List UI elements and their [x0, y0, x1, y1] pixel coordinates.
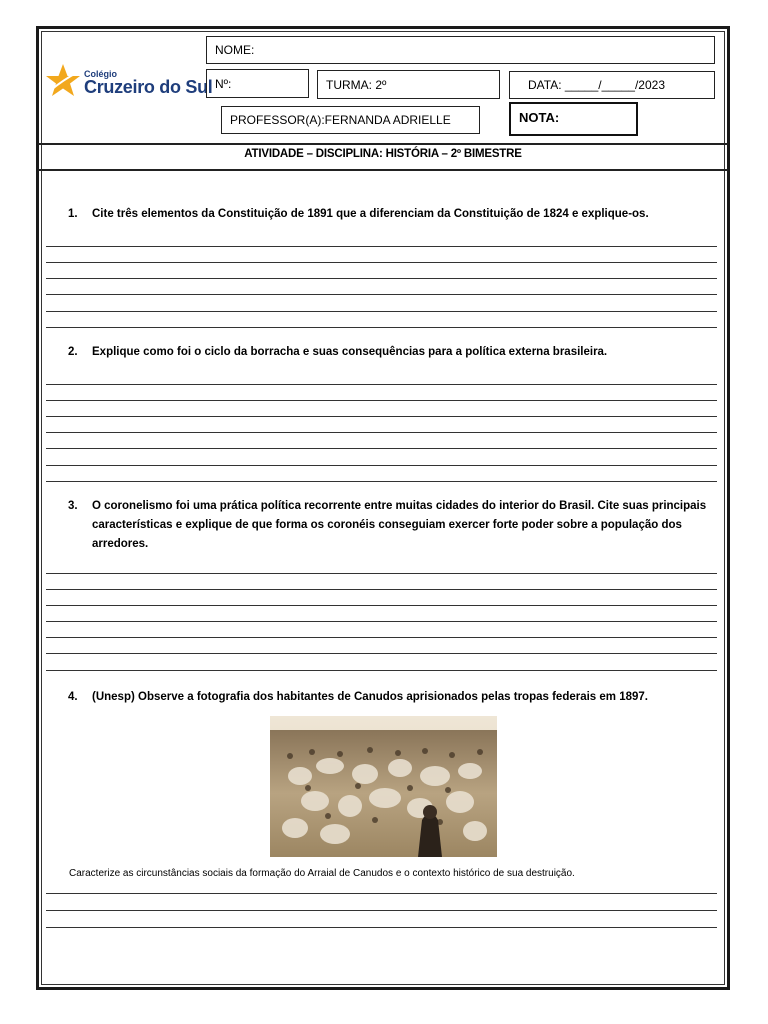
answer-line[interactable]: [46, 481, 717, 482]
logo-name: Cruzeiro do Sul: [84, 77, 213, 97]
answer-line[interactable]: [46, 246, 717, 247]
answer-line[interactable]: [46, 670, 717, 671]
answer-line[interactable]: [46, 910, 717, 911]
question-4-caption: Caracterize as circunstâncias sociais da formação do Arraial de Canudos e o contexto histórico de sua destruição.: [69, 868, 575, 879]
question-1: [68, 205, 708, 224]
answer-line[interactable]: [46, 893, 717, 894]
answer-line[interactable]: [46, 589, 717, 590]
page-title: ATIVIDADE – DISCIPLINA: HISTÓRIA – 2º BIMESTRE: [244, 148, 522, 160]
star-logo-icon: [44, 62, 82, 100]
answer-line[interactable]: [46, 432, 717, 433]
question-text: Cite três elementos da Constituição de 1891 que a diferenciam da Constituição de 1824 e explique-os.: [92, 208, 649, 220]
answer-line[interactable]: [46, 278, 717, 279]
question-number: 2.: [68, 346, 78, 358]
answer-line[interactable]: [46, 448, 717, 449]
question-text: Explique como foi o ciclo da borracha e suas consequências para a política externa brasileira.: [92, 346, 608, 358]
answer-line[interactable]: [46, 294, 717, 295]
data-label: DATA: _____/_____/2023: [528, 78, 665, 92]
question-2: [68, 343, 708, 362]
nota-field[interactable]: [509, 102, 638, 136]
numero-label: Nº:: [215, 76, 232, 91]
nota-label: NOTA:: [519, 110, 560, 125]
title-top-divider: [38, 143, 728, 145]
nome-label: NOME:: [215, 43, 255, 57]
professor-field: [221, 106, 480, 134]
question-text: O coronelismo foi uma prática política recorrente entre muitas cidades do interior do Brasil. Cite suas principais características e explique de que forma os coronéis conseguiam exercer forte poder sobre a população dos arredores.: [92, 500, 707, 550]
data-field[interactable]: [509, 71, 715, 99]
answer-line[interactable]: [46, 573, 717, 574]
question-number: 1.: [68, 208, 78, 220]
turma-field[interactable]: [317, 70, 500, 99]
answer-line[interactable]: [46, 653, 717, 654]
question-number: 4.: [68, 691, 78, 703]
answer-line[interactable]: [46, 605, 717, 606]
answer-line[interactable]: [46, 927, 717, 928]
answer-line[interactable]: [46, 327, 717, 328]
answer-line[interactable]: [46, 311, 717, 312]
question-text: (Unesp) Observe a fotografia dos habitantes de Canudos aprisionados pelas tropas federais em 1897.: [92, 691, 648, 703]
answer-line[interactable]: [46, 621, 717, 622]
school-logo: [44, 62, 213, 102]
professor-label: PROFESSOR(A):FERNANDA ADRIELLE: [230, 113, 451, 127]
logo-small-text: Colégio: [84, 69, 117, 79]
turma-label: TURMA: 2º: [326, 77, 387, 92]
canudos-photo: [270, 716, 497, 857]
answer-line[interactable]: [46, 416, 717, 417]
answer-line[interactable]: [46, 384, 717, 385]
numero-field[interactable]: [206, 69, 309, 98]
title-bottom-divider: [38, 169, 728, 171]
nome-field[interactable]: [206, 36, 715, 64]
question-4: [68, 688, 708, 707]
question-number: 3.: [68, 500, 78, 512]
question-3: [68, 497, 708, 554]
answer-line[interactable]: [46, 465, 717, 466]
answer-line[interactable]: [46, 637, 717, 638]
answer-line[interactable]: [46, 262, 717, 263]
answer-line[interactable]: [46, 400, 717, 401]
